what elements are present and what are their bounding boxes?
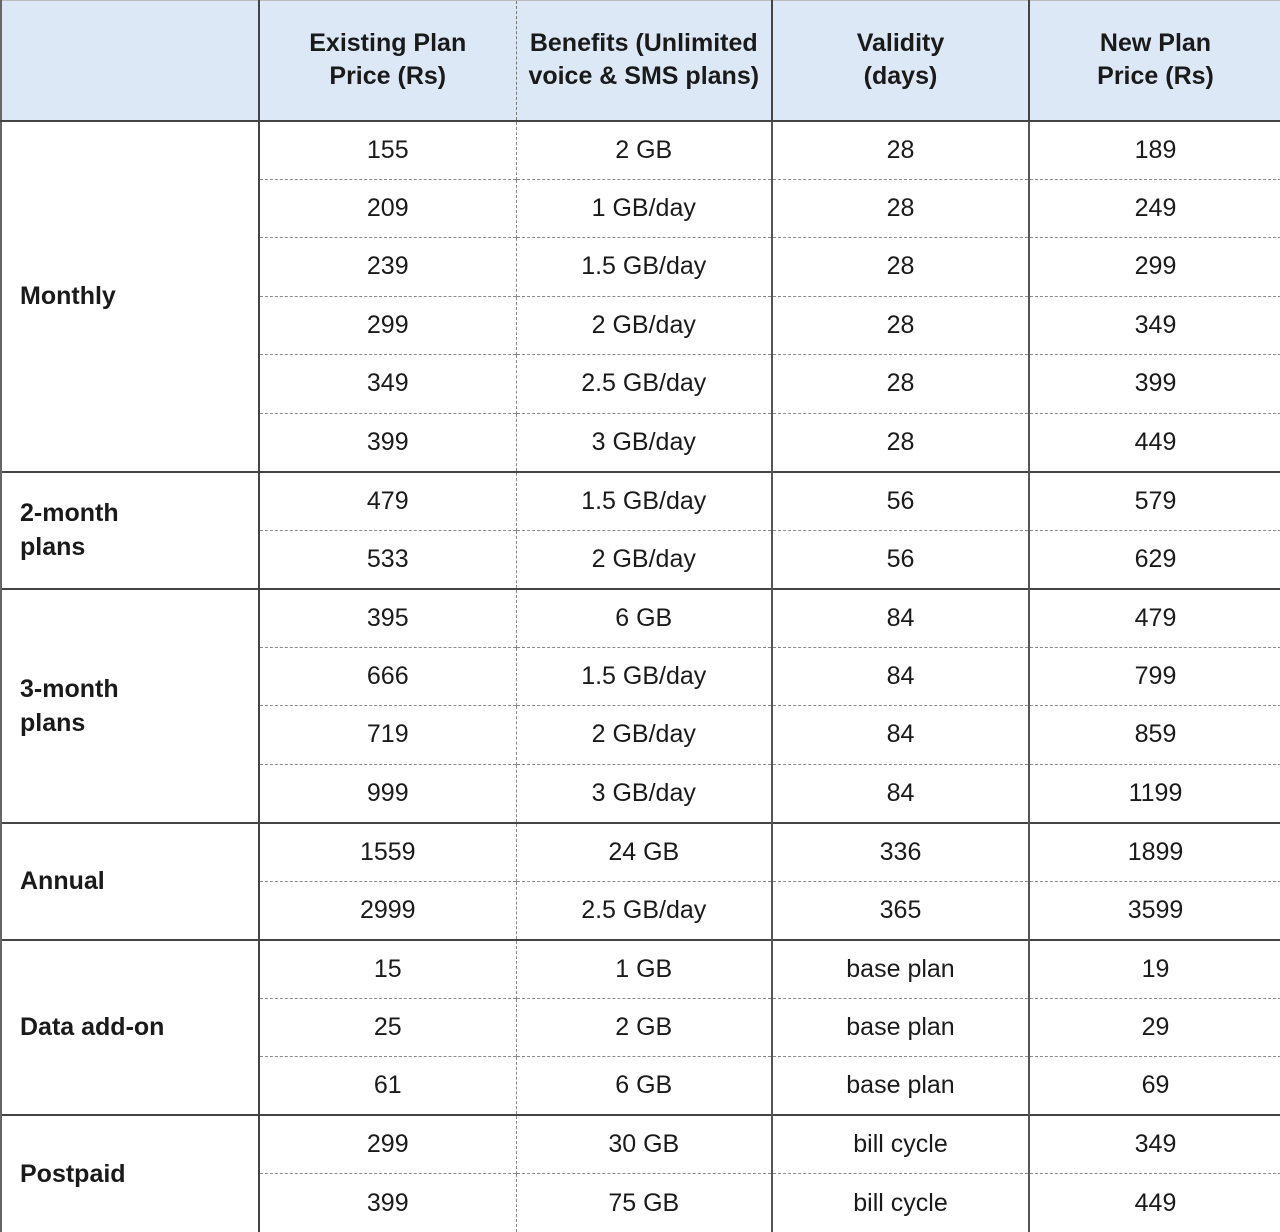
existing-price-cell: 239 bbox=[259, 238, 516, 297]
benefits-cell: 2 GB bbox=[516, 121, 772, 180]
validity-cell: 84 bbox=[772, 589, 1029, 648]
benefits-cell: 75 GB bbox=[516, 1174, 772, 1232]
table-row bbox=[1, 472, 1280, 531]
existing-price-cell: 999 bbox=[259, 764, 516, 823]
benefits-cell: 2.5 GB/day bbox=[516, 355, 772, 414]
new-price-cell: 629 bbox=[1029, 530, 1280, 589]
validity-cell: 28 bbox=[772, 296, 1029, 355]
existing-price-cell: 479 bbox=[259, 472, 516, 531]
existing-price-cell: 155 bbox=[259, 121, 516, 180]
new-price-cell: 449 bbox=[1029, 413, 1280, 472]
benefits-cell: 3 GB/day bbox=[516, 764, 772, 823]
validity-cell: 84 bbox=[772, 764, 1029, 823]
group-label: 2-month plans bbox=[1, 472, 259, 589]
new-price-cell: 349 bbox=[1029, 296, 1280, 355]
existing-price-cell: 2999 bbox=[259, 881, 516, 940]
existing-price-cell: 299 bbox=[259, 296, 516, 355]
benefits-cell: 3 GB/day bbox=[516, 413, 772, 472]
validity-cell: 336 bbox=[772, 823, 1029, 882]
header-benefits: Benefits (Unlimited voice & SMS plans) bbox=[516, 1, 772, 121]
header-group bbox=[1, 1, 259, 121]
existing-price-cell: 349 bbox=[259, 355, 516, 414]
header-existing-price: Existing Plan Price (Rs) bbox=[259, 1, 516, 121]
benefits-cell: 2 GB/day bbox=[516, 530, 772, 589]
validity-cell: base plan bbox=[772, 1057, 1029, 1116]
existing-price-cell: 299 bbox=[259, 1115, 516, 1174]
validity-cell: 28 bbox=[772, 121, 1029, 180]
validity-cell: 365 bbox=[772, 881, 1029, 940]
benefits-cell: 6 GB bbox=[516, 589, 772, 648]
benefits-cell: 2 GB/day bbox=[516, 296, 772, 355]
table-row bbox=[1, 1115, 1280, 1174]
new-price-cell: 579 bbox=[1029, 472, 1280, 531]
new-price-cell: 69 bbox=[1029, 1057, 1280, 1116]
header-validity: Validity (days) bbox=[772, 1, 1029, 121]
validity-cell: bill cycle bbox=[772, 1174, 1029, 1232]
new-price-cell: 299 bbox=[1029, 238, 1280, 297]
group-label: 3-month plans bbox=[1, 589, 259, 823]
table-row bbox=[1, 823, 1280, 882]
validity-cell: 84 bbox=[772, 647, 1029, 706]
existing-price-cell: 533 bbox=[259, 530, 516, 589]
table-header bbox=[1, 1, 1280, 121]
group-label: Data add-on bbox=[1, 940, 259, 1116]
existing-price-cell: 399 bbox=[259, 1174, 516, 1232]
benefits-cell: 6 GB bbox=[516, 1057, 772, 1116]
validity-cell: bill cycle bbox=[772, 1115, 1029, 1174]
benefits-cell: 2 GB bbox=[516, 998, 772, 1057]
existing-price-cell: 719 bbox=[259, 706, 516, 765]
existing-price-cell: 395 bbox=[259, 589, 516, 648]
benefits-cell: 2 GB/day bbox=[516, 706, 772, 765]
new-price-cell: 29 bbox=[1029, 998, 1280, 1057]
new-price-cell: 479 bbox=[1029, 589, 1280, 648]
new-price-cell: 349 bbox=[1029, 1115, 1280, 1174]
new-price-cell: 19 bbox=[1029, 940, 1280, 999]
group-label: Monthly bbox=[1, 121, 259, 472]
new-price-cell: 249 bbox=[1029, 179, 1280, 238]
validity-cell: 28 bbox=[772, 413, 1029, 472]
validity-cell: base plan bbox=[772, 998, 1029, 1057]
benefits-cell: 24 GB bbox=[516, 823, 772, 882]
validity-cell: base plan bbox=[772, 940, 1029, 999]
existing-price-cell: 15 bbox=[259, 940, 516, 999]
benefits-cell: 2.5 GB/day bbox=[516, 881, 772, 940]
validity-cell: 56 bbox=[772, 530, 1029, 589]
header-new-price: New Plan Price (Rs) bbox=[1029, 1, 1280, 121]
new-price-cell: 449 bbox=[1029, 1174, 1280, 1232]
new-price-cell: 189 bbox=[1029, 121, 1280, 180]
benefits-cell: 1.5 GB/day bbox=[516, 472, 772, 531]
existing-price-cell: 61 bbox=[259, 1057, 516, 1116]
table-row bbox=[1, 940, 1280, 999]
benefits-cell: 1 GB bbox=[516, 940, 772, 999]
validity-cell: 84 bbox=[772, 706, 1029, 765]
validity-cell: 56 bbox=[772, 472, 1029, 531]
existing-price-cell: 666 bbox=[259, 647, 516, 706]
new-price-cell: 1899 bbox=[1029, 823, 1280, 882]
benefits-cell: 30 GB bbox=[516, 1115, 772, 1174]
new-price-cell: 859 bbox=[1029, 706, 1280, 765]
table-row bbox=[1, 121, 1280, 180]
new-price-cell: 3599 bbox=[1029, 881, 1280, 940]
validity-cell: 28 bbox=[772, 179, 1029, 238]
validity-cell: 28 bbox=[772, 355, 1029, 414]
benefits-cell: 1.5 GB/day bbox=[516, 647, 772, 706]
group-label: Annual bbox=[1, 823, 259, 940]
table-row bbox=[1, 589, 1280, 648]
existing-price-cell: 1559 bbox=[259, 823, 516, 882]
group-label: Postpaid bbox=[1, 1115, 259, 1232]
table-body bbox=[1, 121, 1280, 1232]
new-price-cell: 1199 bbox=[1029, 764, 1280, 823]
validity-cell: 28 bbox=[772, 238, 1029, 297]
new-price-cell: 799 bbox=[1029, 647, 1280, 706]
benefits-cell: 1.5 GB/day bbox=[516, 238, 772, 297]
header-row bbox=[1, 1, 1280, 121]
existing-price-cell: 25 bbox=[259, 998, 516, 1057]
new-price-cell: 399 bbox=[1029, 355, 1280, 414]
existing-price-cell: 399 bbox=[259, 413, 516, 472]
existing-price-cell: 209 bbox=[259, 179, 516, 238]
benefits-cell: 1 GB/day bbox=[516, 179, 772, 238]
